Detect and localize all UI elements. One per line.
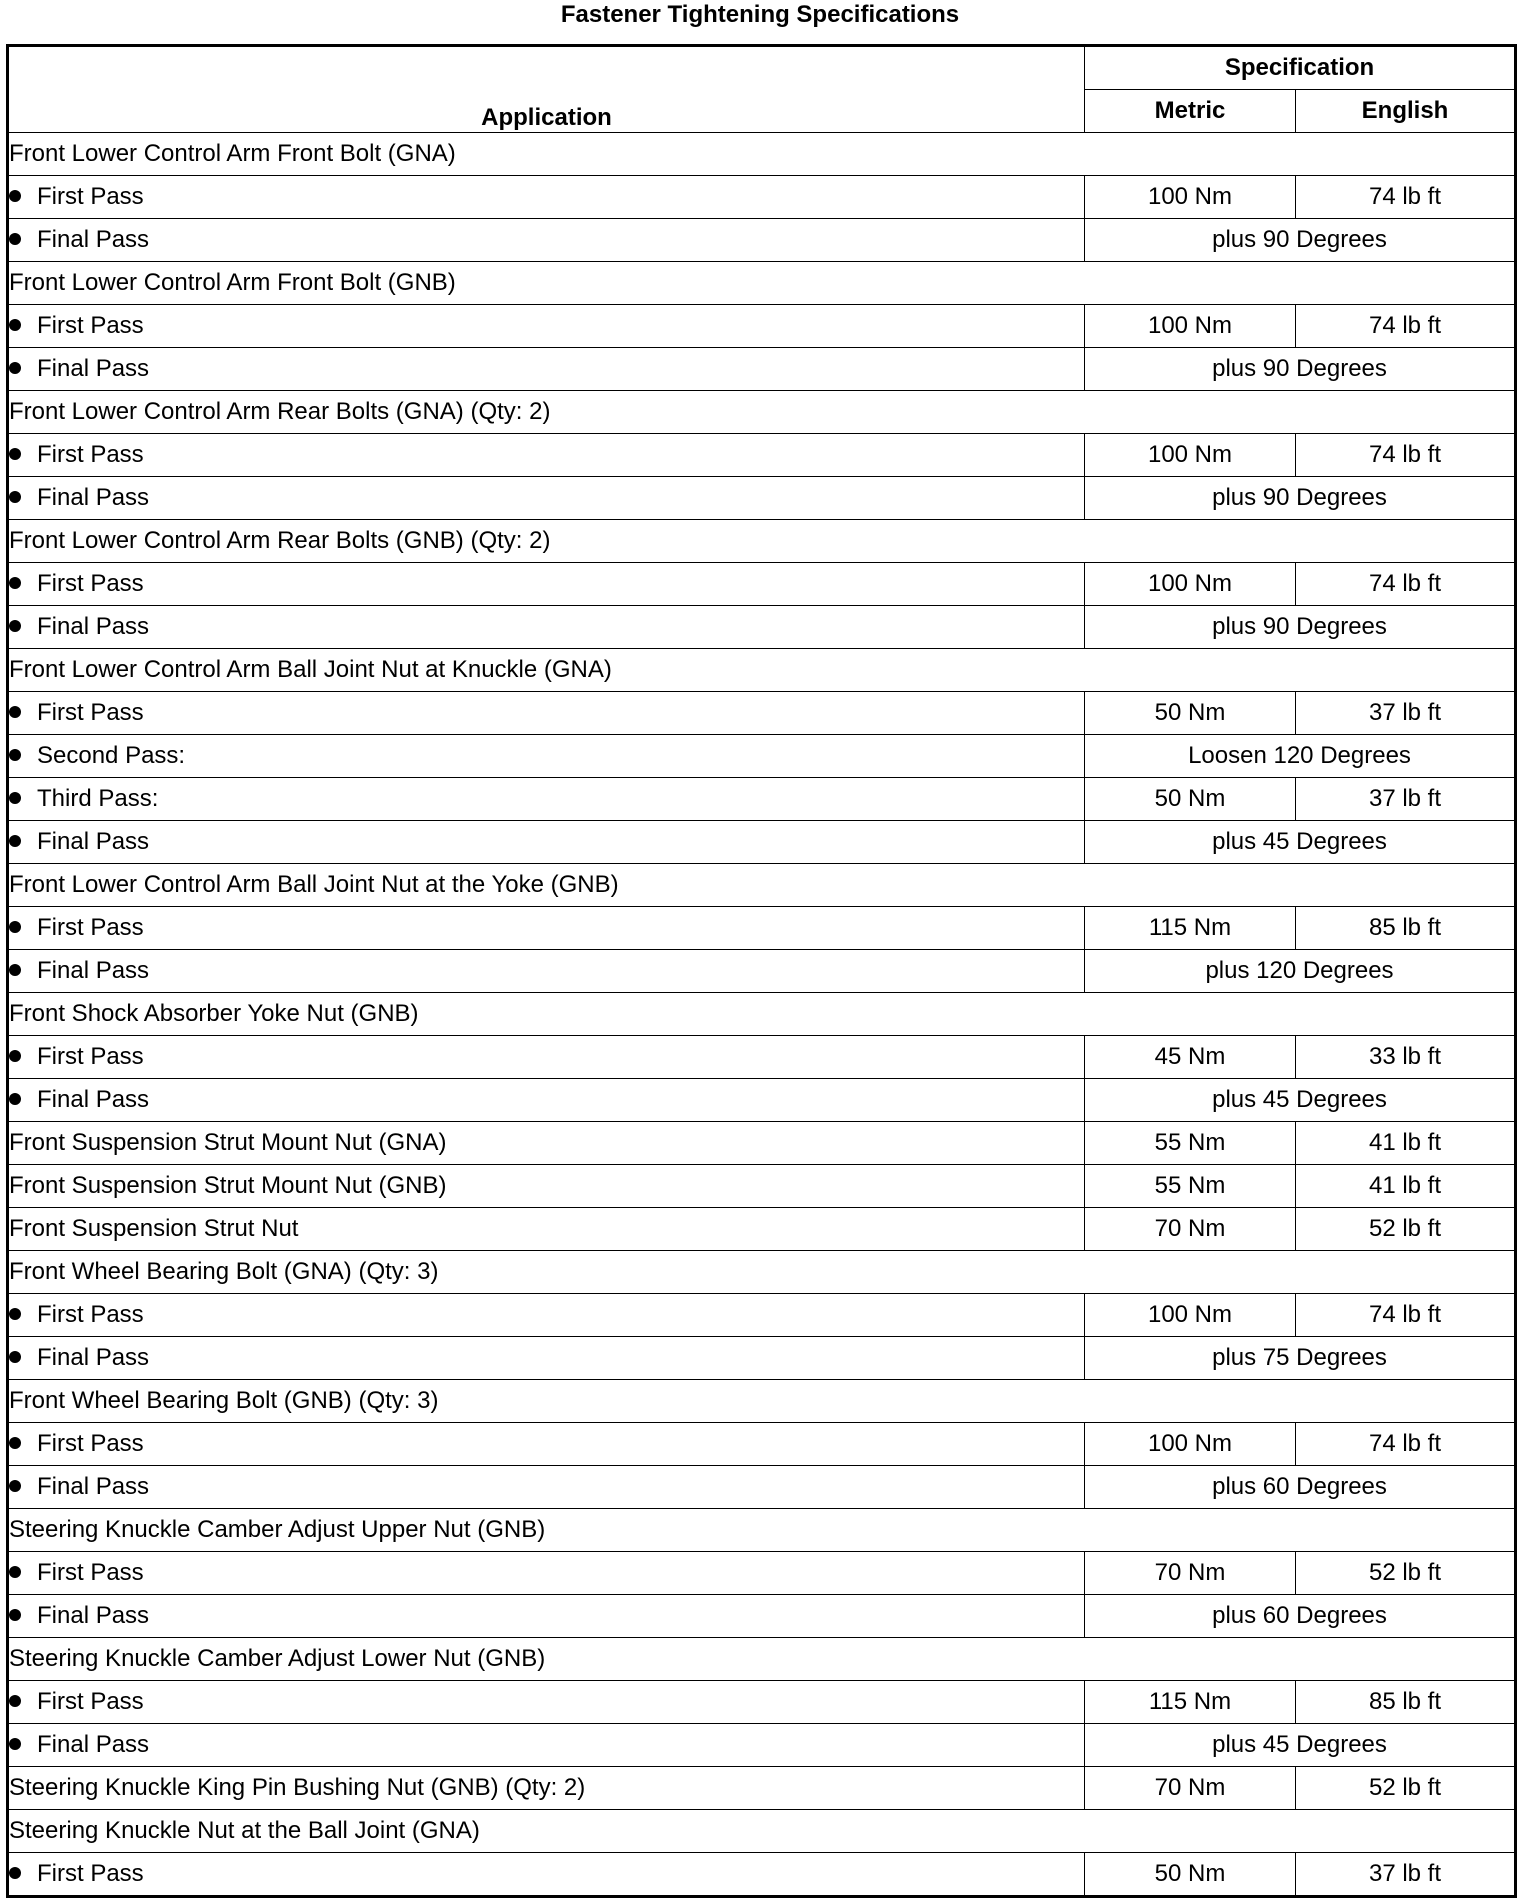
pass-label: Final Pass — [37, 1602, 150, 1629]
pass-label-cell — [8, 1595, 1085, 1638]
english-value: 41 lb ft — [1296, 1165, 1516, 1208]
application-label: Steering Knuckle King Pin Bushing Nut (GNB) (Qty: 2) — [8, 1767, 1085, 1810]
table-row — [8, 993, 1516, 1036]
metric-value: 115 Nm — [1085, 1681, 1296, 1724]
bullet-icon — [9, 362, 21, 374]
pass-label: First Pass — [37, 699, 144, 726]
table-row — [8, 391, 1516, 434]
table-row — [8, 821, 1516, 864]
table-row — [8, 1079, 1516, 1122]
table-row — [8, 477, 1516, 520]
bullet-icon — [9, 835, 21, 847]
pass-label-cell — [8, 1079, 1085, 1122]
table-row — [8, 133, 1516, 176]
english-value: 33 lb ft — [1296, 1036, 1516, 1079]
pass-label-cell — [8, 305, 1085, 348]
metric-value: 100 Nm — [1085, 1423, 1296, 1466]
bullet-icon — [9, 190, 21, 202]
bullet-icon — [9, 1867, 21, 1879]
metric-value: 115 Nm — [1085, 907, 1296, 950]
english-value: 74 lb ft — [1296, 434, 1516, 477]
pass-label-cell — [8, 950, 1085, 993]
pass-label: First Pass — [37, 914, 144, 941]
table-row — [8, 1638, 1516, 1681]
application-group-label: Steering Knuckle Camber Adjust Lower Nut (GNB) — [8, 1638, 1516, 1681]
bullet-icon — [9, 1738, 21, 1750]
pass-label-cell — [8, 348, 1085, 391]
english-value: 41 lb ft — [1296, 1122, 1516, 1165]
metric-value: 100 Nm — [1085, 434, 1296, 477]
pass-label: Final Pass — [37, 484, 150, 511]
english-value: 37 lb ft — [1296, 1853, 1516, 1897]
application-group-label: Front Lower Control Arm Rear Bolts (GNA) (Qty: 2) — [8, 391, 1516, 434]
english-value: 74 lb ft — [1296, 176, 1516, 219]
table-row — [8, 1165, 1516, 1208]
table-row — [8, 649, 1516, 692]
application-label: Front Suspension Strut Mount Nut (GNA) — [8, 1122, 1085, 1165]
pass-label-cell — [8, 1036, 1085, 1079]
table-row — [8, 1208, 1516, 1251]
pass-label-cell — [8, 606, 1085, 649]
spec-angle-value: plus 45 Degrees — [1085, 821, 1516, 864]
table-row — [8, 348, 1516, 391]
header-metric: Metric — [1085, 90, 1296, 133]
spec-angle-value: plus 60 Degrees — [1085, 1466, 1516, 1509]
bullet-icon — [9, 1308, 21, 1320]
pass-label: Final Pass — [37, 355, 150, 382]
table-row — [8, 520, 1516, 563]
spec-angle-value: plus 60 Degrees — [1085, 1595, 1516, 1638]
table-row — [8, 1595, 1516, 1638]
pass-label: Final Pass — [37, 613, 150, 640]
header-specification: Specification — [1085, 46, 1516, 90]
english-value: 74 lb ft — [1296, 1423, 1516, 1466]
english-value: 85 lb ft — [1296, 907, 1516, 950]
pass-label: First Pass — [37, 183, 144, 210]
application-group-label: Steering Knuckle Nut at the Ball Joint (GNA) — [8, 1810, 1516, 1853]
header-english: English — [1296, 90, 1516, 133]
table-row — [8, 1681, 1516, 1724]
metric-value: 55 Nm — [1085, 1122, 1296, 1165]
pass-label: Final Pass — [37, 828, 150, 855]
bullet-icon — [9, 749, 21, 761]
pass-label-cell — [8, 1552, 1085, 1595]
pass-label-cell — [8, 1466, 1085, 1509]
table-row — [8, 1337, 1516, 1380]
bullet-icon — [9, 921, 21, 933]
table-row — [8, 907, 1516, 950]
pass-label-cell — [8, 1423, 1085, 1466]
bullet-icon — [9, 792, 21, 804]
pass-label: Final Pass — [37, 957, 150, 984]
table-row — [8, 864, 1516, 907]
spec-angle-value: plus 45 Degrees — [1085, 1724, 1516, 1767]
pass-label: Final Pass — [37, 1344, 150, 1371]
bullet-icon — [9, 448, 21, 460]
bullet-icon — [9, 1093, 21, 1105]
pass-label: Third Pass: — [37, 785, 159, 812]
metric-value: 100 Nm — [1085, 563, 1296, 606]
metric-value: 50 Nm — [1085, 692, 1296, 735]
table-header — [8, 46, 1516, 133]
bullet-icon — [9, 706, 21, 718]
pass-label-cell — [8, 1724, 1085, 1767]
metric-value: 100 Nm — [1085, 176, 1296, 219]
spec-angle-value: plus 75 Degrees — [1085, 1337, 1516, 1380]
pass-label-cell — [8, 563, 1085, 606]
table-row — [8, 1294, 1516, 1337]
bullet-icon — [9, 1566, 21, 1578]
spec-angle-value: plus 90 Degrees — [1085, 348, 1516, 391]
english-value: 52 lb ft — [1296, 1552, 1516, 1595]
metric-value: 45 Nm — [1085, 1036, 1296, 1079]
english-value: 74 lb ft — [1296, 305, 1516, 348]
pass-label-cell — [8, 434, 1085, 477]
pass-label: First Pass — [37, 1559, 144, 1586]
pass-label: Final Pass — [37, 1473, 150, 1500]
table-row — [8, 219, 1516, 262]
table-row — [8, 692, 1516, 735]
pass-label-cell — [8, 477, 1085, 520]
pass-label: First Pass — [37, 1301, 144, 1328]
pass-label-cell — [8, 1853, 1085, 1897]
application-group-label: Front Lower Control Arm Ball Joint Nut at Knuckle (GNA) — [8, 649, 1516, 692]
application-group-label: Front Lower Control Arm Front Bolt (GNA) — [8, 133, 1516, 176]
table-row — [8, 1767, 1516, 1810]
application-group-label: Steering Knuckle Camber Adjust Upper Nut (GNB) — [8, 1509, 1516, 1552]
application-label: Front Suspension Strut Mount Nut (GNB) — [8, 1165, 1085, 1208]
table-row — [8, 176, 1516, 219]
bullet-icon — [9, 1480, 21, 1492]
metric-value: 70 Nm — [1085, 1767, 1296, 1810]
spec-angle-value: plus 90 Degrees — [1085, 219, 1516, 262]
table-row — [8, 1509, 1516, 1552]
table-row — [8, 950, 1516, 993]
bullet-icon — [9, 1351, 21, 1363]
pass-label-cell — [8, 821, 1085, 864]
pass-label: First Pass — [37, 441, 144, 468]
bullet-icon — [9, 491, 21, 503]
bullet-icon — [9, 1609, 21, 1621]
pass-label: Final Pass — [37, 1086, 150, 1113]
application-group-label: Front Lower Control Arm Ball Joint Nut at the Yoke (GNB) — [8, 864, 1516, 907]
pass-label-cell — [8, 176, 1085, 219]
application-group-label: Front Wheel Bearing Bolt (GNB) (Qty: 3) — [8, 1380, 1516, 1423]
table-body — [8, 133, 1516, 1897]
application-group-label: Front Shock Absorber Yoke Nut (GNB) — [8, 993, 1516, 1036]
table-row — [8, 1810, 1516, 1853]
pass-label: Final Pass — [37, 226, 150, 253]
pass-label-cell — [8, 1337, 1085, 1380]
metric-value: 70 Nm — [1085, 1208, 1296, 1251]
table-row — [8, 563, 1516, 606]
english-value: 37 lb ft — [1296, 778, 1516, 821]
spec-angle-value: plus 90 Degrees — [1085, 477, 1516, 520]
spec-angle-value: Loosen 120 Degrees — [1085, 735, 1516, 778]
pass-label-cell — [8, 1294, 1085, 1337]
english-value: 52 lb ft — [1296, 1208, 1516, 1251]
bullet-icon — [9, 1050, 21, 1062]
bullet-icon — [9, 233, 21, 245]
application-group-label: Front Wheel Bearing Bolt (GNA) (Qty: 3) — [8, 1251, 1516, 1294]
table-row — [8, 1423, 1516, 1466]
pass-label: First Pass — [37, 1043, 144, 1070]
pass-label-cell — [8, 219, 1085, 262]
application-label: Front Suspension Strut Nut — [8, 1208, 1085, 1251]
english-value: 74 lb ft — [1296, 1294, 1516, 1337]
bullet-icon — [9, 1437, 21, 1449]
metric-value: 70 Nm — [1085, 1552, 1296, 1595]
table-row — [8, 735, 1516, 778]
spec-angle-value: plus 45 Degrees — [1085, 1079, 1516, 1122]
table-row — [8, 1036, 1516, 1079]
table-row — [8, 1380, 1516, 1423]
fastener-spec-table — [6, 44, 1517, 1898]
bullet-icon — [9, 620, 21, 632]
table-row — [8, 434, 1516, 477]
table-row — [8, 1466, 1516, 1509]
bullet-icon — [9, 1695, 21, 1707]
table-row — [8, 606, 1516, 649]
bullet-icon — [9, 964, 21, 976]
pass-label: First Pass — [37, 312, 144, 339]
bullet-icon — [9, 577, 21, 589]
pass-label-cell — [8, 735, 1085, 778]
pass-label-cell — [8, 907, 1085, 950]
table-row — [8, 1552, 1516, 1595]
pass-label: Second Pass: — [37, 742, 186, 769]
english-value: 52 lb ft — [1296, 1767, 1516, 1810]
pass-label-cell — [8, 778, 1085, 821]
header-application: Application — [8, 46, 1085, 133]
table-row — [8, 305, 1516, 348]
table-row — [8, 778, 1516, 821]
pass-label: Final Pass — [37, 1731, 150, 1758]
metric-value: 50 Nm — [1085, 1853, 1296, 1897]
table-row — [8, 262, 1516, 305]
metric-value: 100 Nm — [1085, 1294, 1296, 1337]
pass-label: First Pass — [37, 1430, 144, 1457]
table-row — [8, 1122, 1516, 1165]
metric-value: 100 Nm — [1085, 305, 1296, 348]
application-group-label: Front Lower Control Arm Front Bolt (GNB) — [8, 262, 1516, 305]
pass-label-cell — [8, 1681, 1085, 1724]
pass-label: First Pass — [37, 1860, 144, 1887]
table-row — [8, 1853, 1516, 1897]
bullet-icon — [9, 319, 21, 331]
application-group-label: Front Lower Control Arm Rear Bolts (GNB) (Qty: 2) — [8, 520, 1516, 563]
spec-angle-value: plus 90 Degrees — [1085, 606, 1516, 649]
metric-value: 50 Nm — [1085, 778, 1296, 821]
pass-label: First Pass — [37, 570, 144, 597]
english-value: 85 lb ft — [1296, 1681, 1516, 1724]
metric-value: 55 Nm — [1085, 1165, 1296, 1208]
table-row — [8, 1251, 1516, 1294]
english-value: 74 lb ft — [1296, 563, 1516, 606]
table-row — [8, 1724, 1516, 1767]
spec-angle-value: plus 120 Degrees — [1085, 950, 1516, 993]
pass-label-cell — [8, 692, 1085, 735]
page-title: Fastener Tightening Specifications — [560, 1, 960, 28]
pass-label: First Pass — [37, 1688, 144, 1715]
english-value: 37 lb ft — [1296, 692, 1516, 735]
